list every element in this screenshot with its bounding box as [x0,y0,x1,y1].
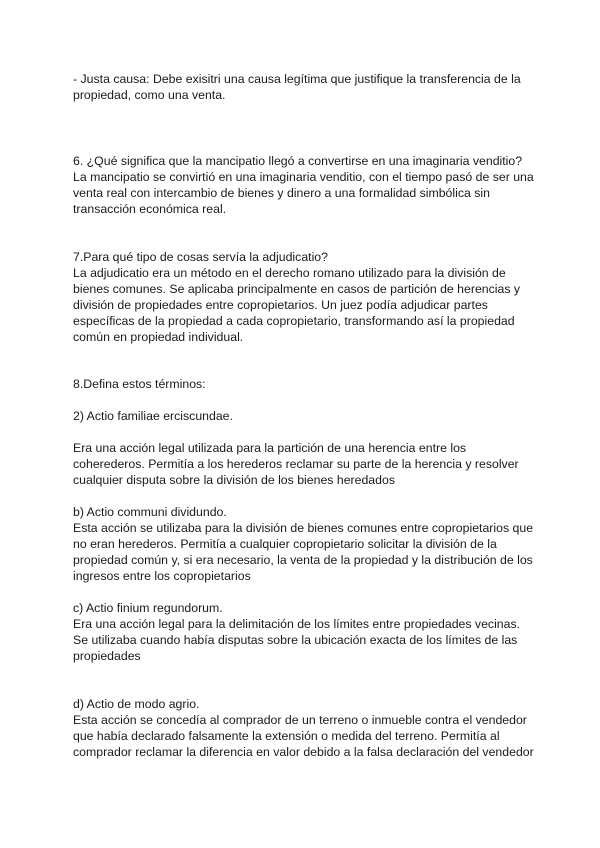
text-line: bienes comunes. Se aplicaba principalmente en casos de partición de herencias y [73,282,521,296]
justa-causa-paragraph [73,71,543,103]
text-line: propiedades [73,649,141,663]
text-line: venta real con intercambio de bienes y dinero a una formalidad simbólica sin [73,186,490,200]
text-line: no eran herederos. Permitía a cualquier copropietario solicitar la división de la [73,537,497,551]
term-2-title [73,408,543,424]
text-line: coherederos. Permitía a los herederos reclamar su parte de la herencia y resolver [73,457,519,471]
text-line: - Justa causa: Debe exisitri una causa legítima que justifique la transferencia de la [73,72,521,86]
text-line: Esta acción se utilizaba para la división de bienes comunes entre copropietarios que [73,521,534,535]
question-heading: 8.Defina estos términos: [73,377,206,391]
term-heading: d) Actio de modo agrio. [73,697,200,711]
question-7-block [73,249,543,345]
question-8-heading [73,376,543,392]
text-line: cualquier disputa sobre la división de los bienes heredados [73,473,395,487]
question-6-block [73,153,543,217]
term-2-definition [73,440,543,488]
text-line: común en propiedad individual. [73,330,244,344]
question-heading: 6. ¿Qué significa que la mancipatio llegó a convertirse en una imaginaria venditio? [73,154,523,168]
text-line: La adjudicatio era un método en el derecho romano utilizado para la división de [73,266,506,280]
text-line: específicas de la propiedad a cada copropietario, transformando así la propiedad [73,314,515,328]
text-line: que había declarado falsamente la extensión o medida del terreno. Permitía al [73,729,500,743]
text-line: transacción económica real. [73,202,227,216]
text-line: ingresos entre los copropietarios [73,569,251,583]
term-heading: b) Actio communi dividundo. [73,505,227,519]
text-line: propiedad, como una venta. [73,88,226,102]
term-c-block [73,600,543,664]
text-line: Era una acción legal utilizada para la partición de una herencia entre los [73,441,467,455]
question-heading: 7.Para qué tipo de cosas servía la adjudicatio? [73,250,328,264]
text-line: comprador reclamar la diferencia en valor debido a la falsa declaración del vendedor [73,745,534,759]
term-b-block [73,504,543,584]
term-d-block [73,696,543,760]
text-line: Esta acción se concedía al comprador de un terreno o inmueble contra el vendedor [73,713,527,727]
text-line: propiedad común y, si era necesario, la venta de la propiedad y la distribución de los [73,553,533,567]
text-line: Se utilizaba cuando había disputas sobre la ubicación exacta de los límites de las [73,633,518,647]
text-line: La mancipatio se convirtió en una imaginaria venditio, con el tiempo pasó de ser una [73,170,534,184]
text-line: Era una acción legal para la delimitación de los límites entre propiedades vecinas. [73,617,521,631]
term-heading: c) Actio finium regundorum. [73,601,223,615]
text-line: división de propiedades entre copropietarios. Un juez podía adjudicar partes [73,298,488,312]
term-heading: 2) Actio familiae erciscundae. [73,409,233,423]
